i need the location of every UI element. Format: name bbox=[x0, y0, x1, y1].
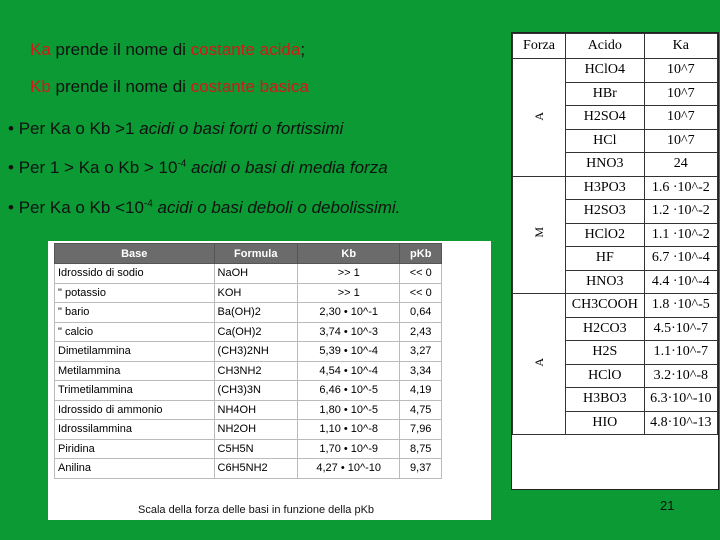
base-name: Anilina bbox=[55, 459, 215, 479]
bullet-prefix: Per 1 bbox=[18, 158, 65, 177]
bullet-weak: • Per Ka o $Kb <10^{-4}$ acidi o basi deboli o debolissimi. bbox=[8, 198, 401, 217]
base-name: Idrossido di sodio bbox=[55, 264, 215, 284]
acid-name: H2SO3 bbox=[566, 200, 645, 224]
bullet-desc: acidi o basi deboli o debolissimi. bbox=[152, 198, 401, 217]
strength-group-label bbox=[513, 59, 566, 177]
kb-mid: prende il nome di bbox=[50, 77, 191, 96]
acid-name: HClO4 bbox=[566, 59, 645, 83]
base-formula: KOH bbox=[214, 283, 297, 303]
strength-group-label bbox=[513, 176, 566, 294]
base-pkb: 3,27 bbox=[400, 342, 442, 362]
header-ka: Ka bbox=[644, 34, 717, 59]
strength-group-text: M bbox=[531, 227, 546, 238]
acid-row bbox=[513, 59, 718, 83]
base-strength-table bbox=[48, 241, 491, 520]
base-kb: >> 1 bbox=[297, 264, 399, 284]
acid-name: HNO3 bbox=[566, 153, 645, 177]
base-kb: 3,74 • 10^-3 bbox=[297, 322, 399, 342]
bullet-cond: >1 bbox=[115, 119, 140, 138]
base-pkb: 7,96 bbox=[400, 420, 442, 440]
base-name: Metilammina bbox=[55, 361, 215, 381]
base-row bbox=[55, 459, 442, 479]
acid-ka: 1.6 ·10^-2 bbox=[644, 176, 717, 200]
base-formula: (CH3)3N bbox=[214, 381, 297, 401]
base-row bbox=[55, 381, 442, 401]
base-formula: CH3NH2 bbox=[214, 361, 297, 381]
acid-ka: 10^7 bbox=[644, 59, 717, 83]
acid-ka: 24 bbox=[644, 153, 717, 177]
bullet-desc: acidi o basi forti o fortissimi bbox=[139, 119, 344, 138]
base-formula: NH4OH bbox=[214, 400, 297, 420]
acid-ka: 10^7 bbox=[644, 106, 717, 130]
acid-name: CH3COOH bbox=[566, 294, 645, 318]
ka-end: costante acida bbox=[190, 40, 301, 59]
base-formula: C5H5N bbox=[214, 439, 297, 459]
base-row bbox=[55, 400, 442, 420]
acid-strength-table bbox=[511, 32, 719, 490]
base-formula: NaOH bbox=[214, 264, 297, 284]
header-acido: Acido bbox=[566, 34, 645, 59]
acid-name: HClO bbox=[566, 364, 645, 388]
acid-ka: 10^7 bbox=[644, 82, 717, 106]
base-pkb: 8,75 bbox=[400, 439, 442, 459]
bullet-prefix: Per Ka o Kb bbox=[18, 119, 116, 138]
acid-ka: 1.8 ·10^-5 bbox=[644, 294, 717, 318]
base-kb: 6,46 • 10^-5 bbox=[297, 381, 399, 401]
base-name: Dimetilammina bbox=[55, 342, 215, 362]
acid-name: H2SO4 bbox=[566, 106, 645, 130]
base-row bbox=[55, 283, 442, 303]
strength-group-label bbox=[513, 294, 566, 435]
base-pkb: 0,64 bbox=[400, 303, 442, 323]
base-name: " bario bbox=[55, 303, 215, 323]
header-kb: Kb bbox=[297, 244, 399, 264]
base-row bbox=[55, 303, 442, 323]
acid-name: HF bbox=[566, 247, 645, 271]
acid-name: HNO3 bbox=[566, 270, 645, 294]
base-kb: >> 1 bbox=[297, 283, 399, 303]
base-pkb: << 0 bbox=[400, 264, 442, 284]
bullet-cond: <10 bbox=[115, 198, 144, 217]
header-forza: Forza bbox=[513, 34, 566, 59]
base-kb: 4,54 • 10^-4 bbox=[297, 361, 399, 381]
base-row bbox=[55, 361, 442, 381]
bullet-prefix: Per Ka o Kb bbox=[18, 198, 116, 217]
base-kb: 1,80 • 10^-5 bbox=[297, 400, 399, 420]
base-pkb: 4,75 bbox=[400, 400, 442, 420]
bullet-desc: acidi o basi di media forza bbox=[186, 158, 388, 177]
base-formula: Ca(OH)2 bbox=[214, 322, 297, 342]
strength-group-text: A bbox=[531, 111, 546, 121]
acid-name: H2S bbox=[566, 341, 645, 365]
acid-ka: 10^7 bbox=[644, 129, 717, 153]
base-kb: 1,70 • 10^-9 bbox=[297, 439, 399, 459]
base-name: Idrossilammina bbox=[55, 420, 215, 440]
bullet-medium: • Per 1 > Ka o $Kb > 10^{-4}$ acidi o basi di media forza bbox=[8, 158, 388, 177]
acid-name: H3BO3 bbox=[566, 388, 645, 412]
acid-ka: 6.7 ·10^-4 bbox=[644, 247, 717, 271]
base-kb: 2,30 • 10^-1 bbox=[297, 303, 399, 323]
base-name: " calcio bbox=[55, 322, 215, 342]
acid-ka: 1.2 ·10^-2 bbox=[644, 200, 717, 224]
acid-row bbox=[513, 294, 718, 318]
header-base: Base bbox=[55, 244, 215, 264]
acid-ka: 4.5·10^-7 bbox=[644, 317, 717, 341]
kb-definition bbox=[30, 77, 309, 97]
base-pkb: 4,19 bbox=[400, 381, 442, 401]
base-pkb: 2,43 bbox=[400, 322, 442, 342]
acid-ka: 3.2·10^-8 bbox=[644, 364, 717, 388]
acid-name: HCl bbox=[566, 129, 645, 153]
acid-name: HBr bbox=[566, 82, 645, 106]
kb-term: Kb bbox=[30, 77, 51, 96]
base-pkb: 9,37 bbox=[400, 459, 442, 479]
acid-name: HIO bbox=[566, 411, 645, 435]
acid-ka: 1.1 ·10^-2 bbox=[644, 223, 717, 247]
acid-name: HClO2 bbox=[566, 223, 645, 247]
header-pkb: pKb bbox=[400, 244, 442, 264]
base-name: " potassio bbox=[55, 283, 215, 303]
acid-ka: 4.4 ·10^-4 bbox=[644, 270, 717, 294]
acid-name: H3PO3 bbox=[566, 176, 645, 200]
acid-ka: 4.8·10^-13 bbox=[644, 411, 717, 435]
bullet-strong: • Per Ka o Kb >1 acidi o basi forti o fortissimi bbox=[8, 119, 344, 138]
base-row bbox=[55, 342, 442, 362]
ka-definition bbox=[30, 40, 305, 60]
ka-punct: ; bbox=[300, 40, 306, 59]
base-row bbox=[55, 264, 442, 284]
base-row bbox=[55, 439, 442, 459]
bullet-sup: -4 bbox=[177, 158, 187, 170]
base-formula: (CH3)2NH bbox=[214, 342, 297, 362]
bullet-sup: -4 bbox=[143, 198, 153, 210]
acid-ka: 6.3·10^-10 bbox=[644, 388, 717, 412]
base-table-caption: Scala della forza delle basi in funzione della pKb bbox=[138, 504, 375, 516]
strength-group-text: A bbox=[531, 358, 546, 367]
base-name: Idrossido di ammonio bbox=[55, 400, 215, 420]
ka-term: Ka bbox=[30, 40, 51, 59]
base-formula: NH2OH bbox=[214, 420, 297, 440]
base-kb: 4,27 • 10^-10 bbox=[297, 459, 399, 479]
kb-end: costante basica bbox=[190, 77, 309, 96]
base-name: Trimetilammina bbox=[55, 381, 215, 401]
acid-name: H2CO3 bbox=[566, 317, 645, 341]
base-kb: 1,10 • 10^-8 bbox=[297, 420, 399, 440]
base-row bbox=[55, 322, 442, 342]
base-pkb: << 0 bbox=[400, 283, 442, 303]
base-kb: 5,39 • 10^-4 bbox=[297, 342, 399, 362]
header-formula: Formula bbox=[214, 244, 297, 264]
base-formula: Ba(OH)2 bbox=[214, 303, 297, 323]
page-number: 21 bbox=[660, 498, 675, 513]
ka-mid: prende il nome di bbox=[50, 40, 191, 59]
acid-ka: 1.1·10^-7 bbox=[644, 341, 717, 365]
bullet-cond: > Ka o Kb > 10 bbox=[64, 158, 178, 177]
base-pkb: 3,34 bbox=[400, 361, 442, 381]
base-formula: C6H5NH2 bbox=[214, 459, 297, 479]
acid-row bbox=[513, 176, 718, 200]
base-name: Piridina bbox=[55, 439, 215, 459]
base-row bbox=[55, 420, 442, 440]
